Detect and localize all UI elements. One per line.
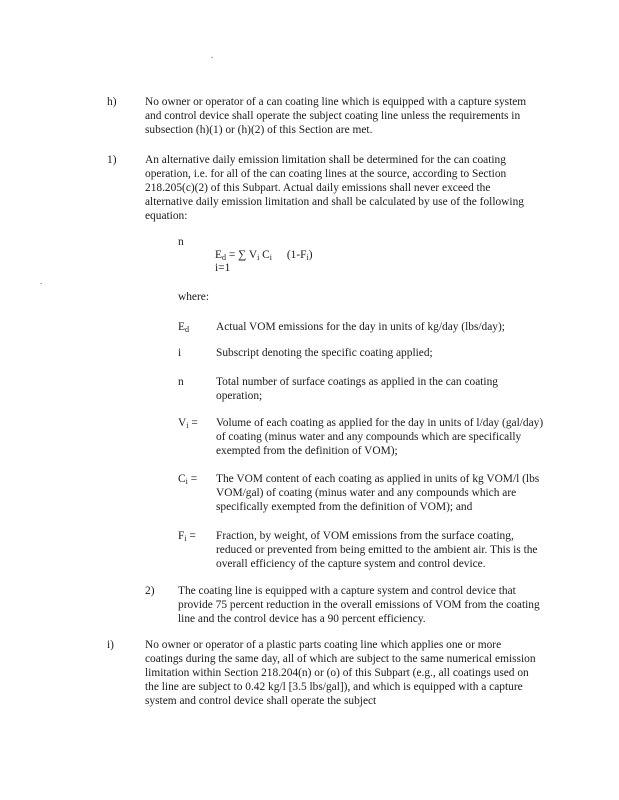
equation-upper-limit: n — [178, 236, 184, 248]
para-i-text: No owner or operator of a plastic parts coating line which applies one or more coatings during the same day, all of which are subject to the same numerical emission limitation within Section 218.204(n) or (o) of this Subpart (e.g., all coatings used on the line are subject to 0.42 kg/l [3.5 lbs/gal]), and which is equipped with a capture system and control device shall operate the subject — [145, 639, 536, 707]
definition-text: Actual VOM emissions for the day in units of kg/day (lbs/day); — [216, 321, 505, 333]
para-2-label: 2) — [145, 585, 155, 597]
para-h-text: No owner or operator of a can coating line which is equipped with a capture system and control device shall operate the subject coating line unless the requirements in subsection (h)(1) or (h)(2) of this Section are met. — [145, 96, 527, 136]
para-1-text: An alternative daily emission limitation shall be determined for the can coating operation, i.e. for all of the can coating lines at the source, according to Section 218.205(c)(2) of this Subpart. Actual daily emissions shall never exceed the alternative daily emission limitation and shall be calculated by use of the following equation: — [145, 154, 524, 222]
definition-text: Total number of surface coatings as applied in the can coating operation; — [216, 376, 498, 402]
stray-mark: . — [211, 50, 214, 60]
para-h-label: h) — [107, 96, 117, 108]
definition-text: Volume of each coating as applied for the day in units of l/day (gal/day) of coating (minus water and any compounds which are specifically exempted from the definition of VOM); — [216, 417, 544, 457]
definition-symbol: n — [178, 376, 184, 388]
stray-mark-left: . — [40, 276, 43, 286]
para-2-text: The coating line is equipped with a capture system and control device that provide 75 percent reduction in the overall emissions of VOM from the coating line and the control device has a 90 percent efficiency. — [178, 585, 540, 625]
definition-symbol: i — [178, 347, 182, 359]
para-1-label: 1) — [107, 154, 117, 166]
definition-text: Fraction, by weight, of VOM emissions from the surface coating, reduced or prevented from being emitted to the ambient air. This is the overall efficiency of the capture system and control device. — [216, 530, 538, 570]
definition-symbol: Ed — [178, 321, 189, 334]
equation-lower-limit: i=1 — [215, 262, 231, 274]
definition-symbol: Fi = — [178, 530, 196, 543]
definition-text: The VOM content of each coating as applied in units of kg VOM/l (lbs VOM/gal) of coating (minus water and any compounds which are specifically exempted from the definition of VOM); and — [216, 473, 540, 513]
definition-symbol: Vi = — [178, 417, 198, 430]
equation — [178, 236, 378, 281]
para-i-label: i) — [107, 639, 114, 651]
equation-body: Ed = ∑ Vi Ci (1-Fi) — [215, 249, 313, 262]
definition-text: Subscript denoting the specific coating applied; — [216, 347, 433, 359]
where-label: where: — [178, 291, 209, 303]
definition-symbol: Ci = — [178, 473, 198, 486]
